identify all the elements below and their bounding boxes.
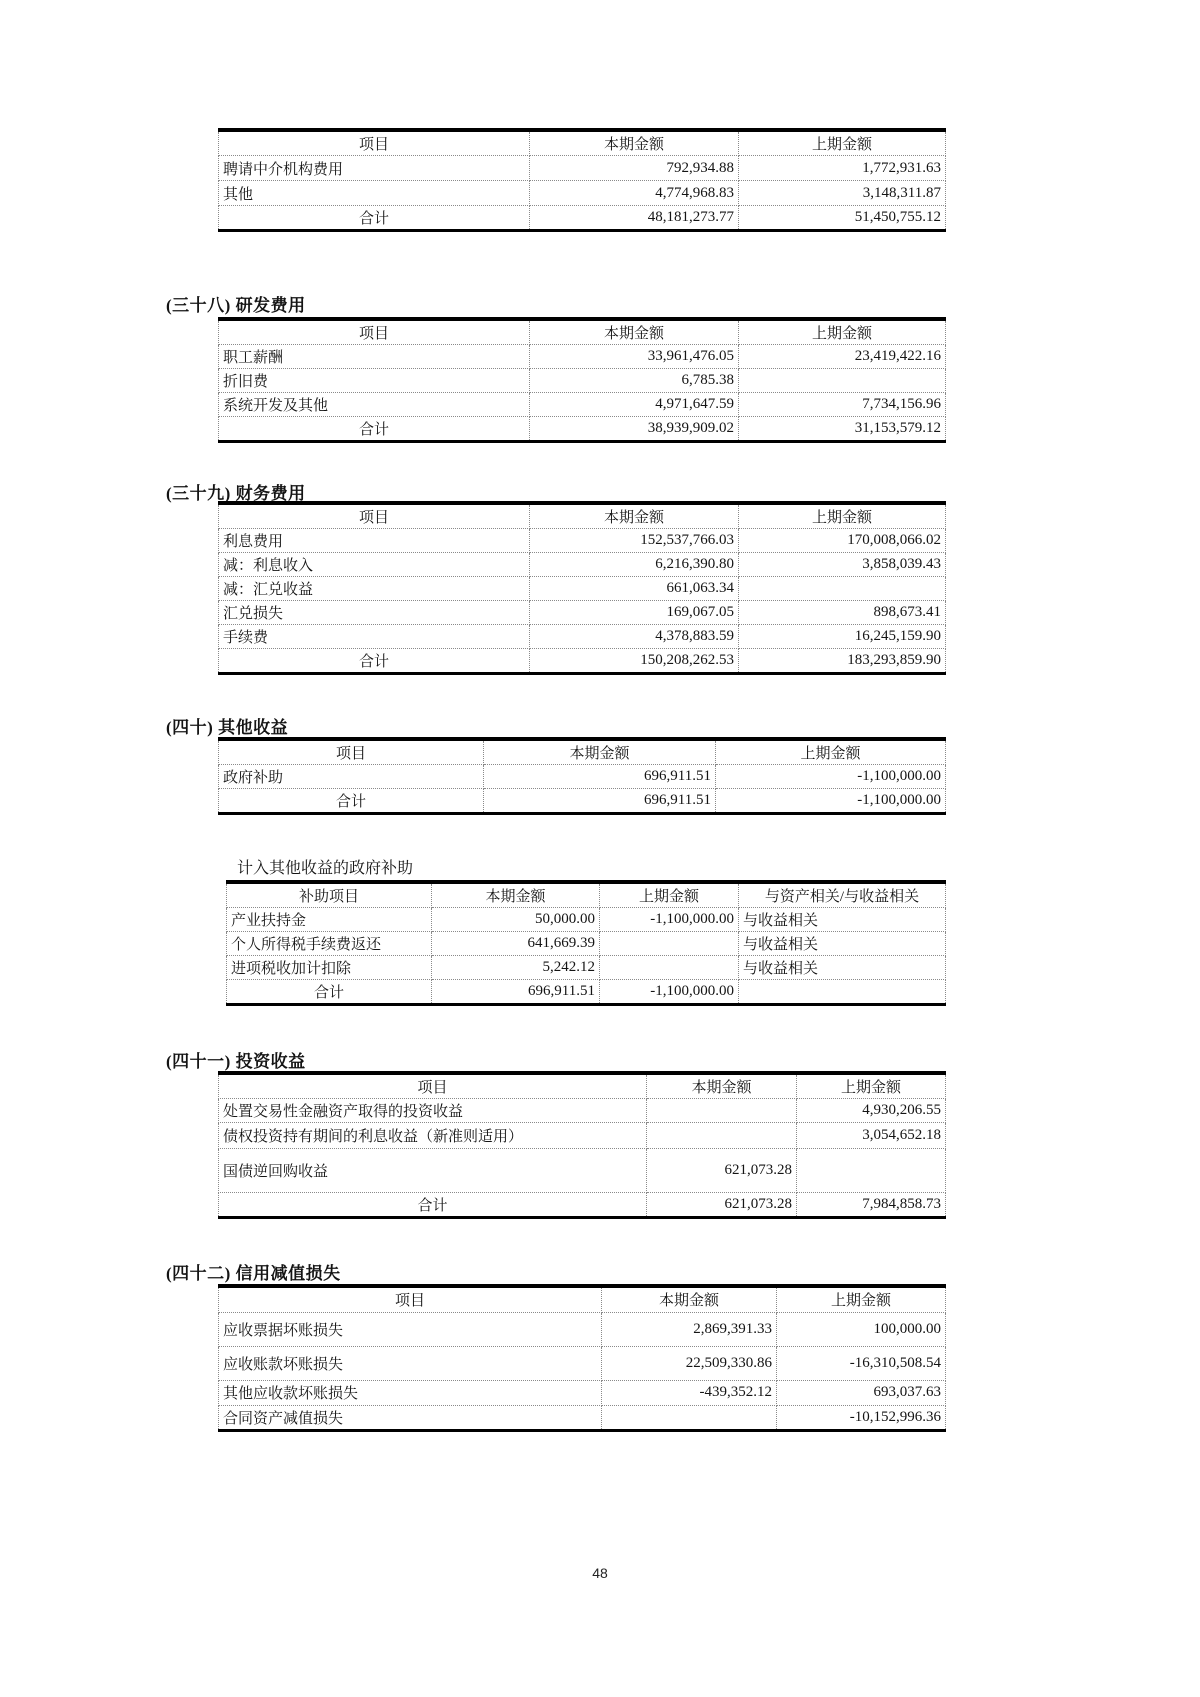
column-header-prior: 上期金额 [739,130,946,156]
table-row [219,1346,946,1380]
cell-current-amount: 621,073.28 [647,1193,797,1218]
cell-current-amount: 661,063.34 [530,577,739,601]
cell-label: 减：汇兑收益 [219,577,530,601]
cell-prior-amount: -1,100,000.00 [716,789,946,814]
column-header-current: 本期金额 [647,1073,797,1099]
cell-label: 手续费 [219,625,530,649]
cell-prior-amount [739,369,946,393]
cell-prior-amount: 4,930,206.55 [797,1099,946,1123]
table-row [219,1123,946,1149]
cell-current-amount: 641,669.39 [432,932,600,956]
table-row [219,1380,946,1405]
cell-prior-amount: -1,100,000.00 [716,765,946,789]
cell-prior-amount: 170,008,066.02 [739,529,946,553]
section-heading-42: (四十二) 信用减值损失 [166,1264,341,1283]
intermediary-fee-table [218,128,946,232]
cell-current-amount: 792,934.88 [530,156,739,181]
total-row [219,649,946,674]
cell-current-amount: 33,961,476.05 [530,345,739,369]
cell-label: 聘请中介机构费用 [219,156,530,181]
section-heading-39: (三十九) 财务费用 [166,484,306,503]
header-row [227,882,946,908]
cell-prior-amount: 3,054,652.18 [797,1123,946,1149]
cell-total-label: 合计 [219,789,484,814]
finance-expense-table [218,501,946,675]
cell-total-label: 合计 [219,649,530,674]
column-header-item: 项目 [219,1073,647,1099]
column-header-current: 本期金额 [432,882,600,908]
cell-prior-amount [600,956,739,980]
government-subsidy-table [226,880,946,1006]
cell-current-amount: 169,067.05 [530,601,739,625]
cell-label: 其他 [219,181,530,206]
column-header-current: 本期金额 [530,319,739,345]
cell-prior-amount: 898,673.41 [739,601,946,625]
column-header-subsidy-item: 补助项目 [227,882,432,908]
cell-current-amount: 696,911.51 [484,789,716,814]
cell-prior-amount: -16,310,508.54 [777,1346,946,1380]
cell-prior-amount: 3,858,039.43 [739,553,946,577]
other-income-table [218,737,946,815]
column-header-current: 本期金额 [484,739,716,765]
section-heading-41: (四十一) 投资收益 [166,1052,306,1071]
header-row [219,130,946,156]
table-row [219,1099,946,1123]
table-row [219,577,946,601]
table-row [219,345,946,369]
cell-label: 折旧费 [219,369,530,393]
cell-label: 其他应收款坏账损失 [219,1380,602,1405]
cell-prior-amount: 3,148,311.87 [739,181,946,206]
column-header-item: 项目 [219,130,530,156]
cell-prior-amount: -1,100,000.00 [600,908,739,932]
cell-label: 国债逆回购收益 [219,1149,647,1193]
cell-prior-amount [600,932,739,956]
cell-total-label: 合计 [227,980,432,1005]
cell-label: 政府补助 [219,765,484,789]
cell-current-amount: 22,509,330.86 [602,1346,777,1380]
cell-current-amount: 2,869,391.33 [602,1312,777,1346]
cell-label: 应收票据坏账损失 [219,1312,602,1346]
cell-prior-amount: 1,772,931.63 [739,156,946,181]
column-header-current: 本期金额 [530,503,739,529]
cell-prior-amount: 16,245,159.90 [739,625,946,649]
cell-prior-amount [797,1149,946,1193]
table-row [219,601,946,625]
cell-prior-amount: -1,100,000.00 [600,980,739,1005]
table-row [219,156,946,181]
total-row [219,417,946,442]
cell-current-amount: 621,073.28 [647,1149,797,1193]
credit-impairment-table [218,1284,946,1432]
cell-current-amount: 696,911.51 [432,980,600,1005]
cell-prior-amount: 7,984,858.73 [797,1193,946,1218]
cell-label: 职工薪酬 [219,345,530,369]
cell-relation: 与收益相关 [739,932,946,956]
cell-current-amount: 5,242.12 [432,956,600,980]
cell-current-amount: 6,785.38 [530,369,739,393]
cell-prior-amount: 100,000.00 [777,1312,946,1346]
table-row [227,956,946,980]
cell-current-amount: 152,537,766.03 [530,529,739,553]
section-heading-40: (四十) 其他收益 [166,718,289,737]
cell-label: 债权投资持有期间的利息收益（新准则适用） [219,1123,647,1149]
column-header-prior: 上期金额 [600,882,739,908]
cell-relation [739,980,946,1005]
cell-label: 进项税收加计扣除 [227,956,432,980]
total-row [227,980,946,1005]
table-row [219,765,946,789]
column-header-item: 项目 [219,1286,602,1312]
header-row [219,739,946,765]
cell-label: 处置交易性金融资产取得的投资收益 [219,1099,647,1123]
cell-prior-amount: 693,037.63 [777,1380,946,1405]
cell-prior-amount: 31,153,579.12 [739,417,946,442]
total-row [219,206,946,231]
cell-current-amount: 48,181,273.77 [530,206,739,231]
cell-prior-amount: -10,152,996.36 [777,1405,946,1430]
column-header-current: 本期金额 [602,1286,777,1312]
cell-label: 应收账款坏账损失 [219,1346,602,1380]
subsidy-table-heading: 计入其他收益的政府补助 [237,860,414,877]
page-number: 48 [592,1565,608,1581]
cell-total-label: 合计 [219,206,530,231]
column-header-item: 项目 [219,739,484,765]
total-row [219,1193,946,1218]
cell-relation: 与收益相关 [739,956,946,980]
table-row [219,393,946,417]
cell-label: 汇兑损失 [219,601,530,625]
cell-label: 产业扶持金 [227,908,432,932]
cell-current-amount: 4,774,968.83 [530,181,739,206]
cell-label: 系统开发及其他 [219,393,530,417]
cell-current-amount [647,1099,797,1123]
cell-total-label: 合计 [219,417,530,442]
cell-current-amount: 38,939,909.02 [530,417,739,442]
table-row [219,529,946,553]
cell-current-amount: 150,208,262.53 [530,649,739,674]
cell-prior-amount: 7,734,156.96 [739,393,946,417]
header-row [219,503,946,529]
column-header-prior: 上期金额 [739,319,946,345]
total-row [219,789,946,814]
cell-current-amount: 4,378,883.59 [530,625,739,649]
cell-current-amount: 4,971,647.59 [530,393,739,417]
cell-current-amount [602,1405,777,1430]
header-row [219,319,946,345]
table-row [219,369,946,393]
header-row [219,1286,946,1312]
cell-label: 减：利息收入 [219,553,530,577]
column-header-prior: 上期金额 [739,503,946,529]
table-row [219,625,946,649]
table-row [219,1149,946,1193]
table-row [219,553,946,577]
column-header-item: 项目 [219,503,530,529]
cell-label: 合同资产减值损失 [219,1405,602,1430]
column-header-item: 项目 [219,319,530,345]
column-header-prior: 上期金额 [716,739,946,765]
table-row [227,908,946,932]
column-header-current: 本期金额 [530,130,739,156]
cell-total-label: 合计 [219,1193,647,1218]
cell-relation: 与收益相关 [739,908,946,932]
column-header-prior: 上期金额 [777,1286,946,1312]
cell-label: 利息费用 [219,529,530,553]
cell-prior-amount: 23,419,422.16 [739,345,946,369]
column-header-relation: 与资产相关/与收益相关 [739,882,946,908]
column-header-prior: 上期金额 [797,1073,946,1099]
header-row [219,1073,946,1099]
cell-current-amount: 696,911.51 [484,765,716,789]
cell-prior-amount: 183,293,859.90 [739,649,946,674]
cell-current-amount: 50,000.00 [432,908,600,932]
cell-prior-amount: 51,450,755.12 [739,206,946,231]
cell-current-amount: -439,352.12 [602,1380,777,1405]
cell-current-amount: 6,216,390.80 [530,553,739,577]
rd-expense-table [218,317,946,443]
table-row [219,181,946,206]
table-row [219,1405,946,1430]
cell-current-amount [647,1123,797,1149]
investment-income-table [218,1071,946,1219]
table-row [219,1312,946,1346]
cell-label: 个人所得税手续费返还 [227,932,432,956]
cell-prior-amount [739,577,946,601]
table-row [227,932,946,956]
section-heading-38: (三十八) 研发费用 [166,296,306,315]
